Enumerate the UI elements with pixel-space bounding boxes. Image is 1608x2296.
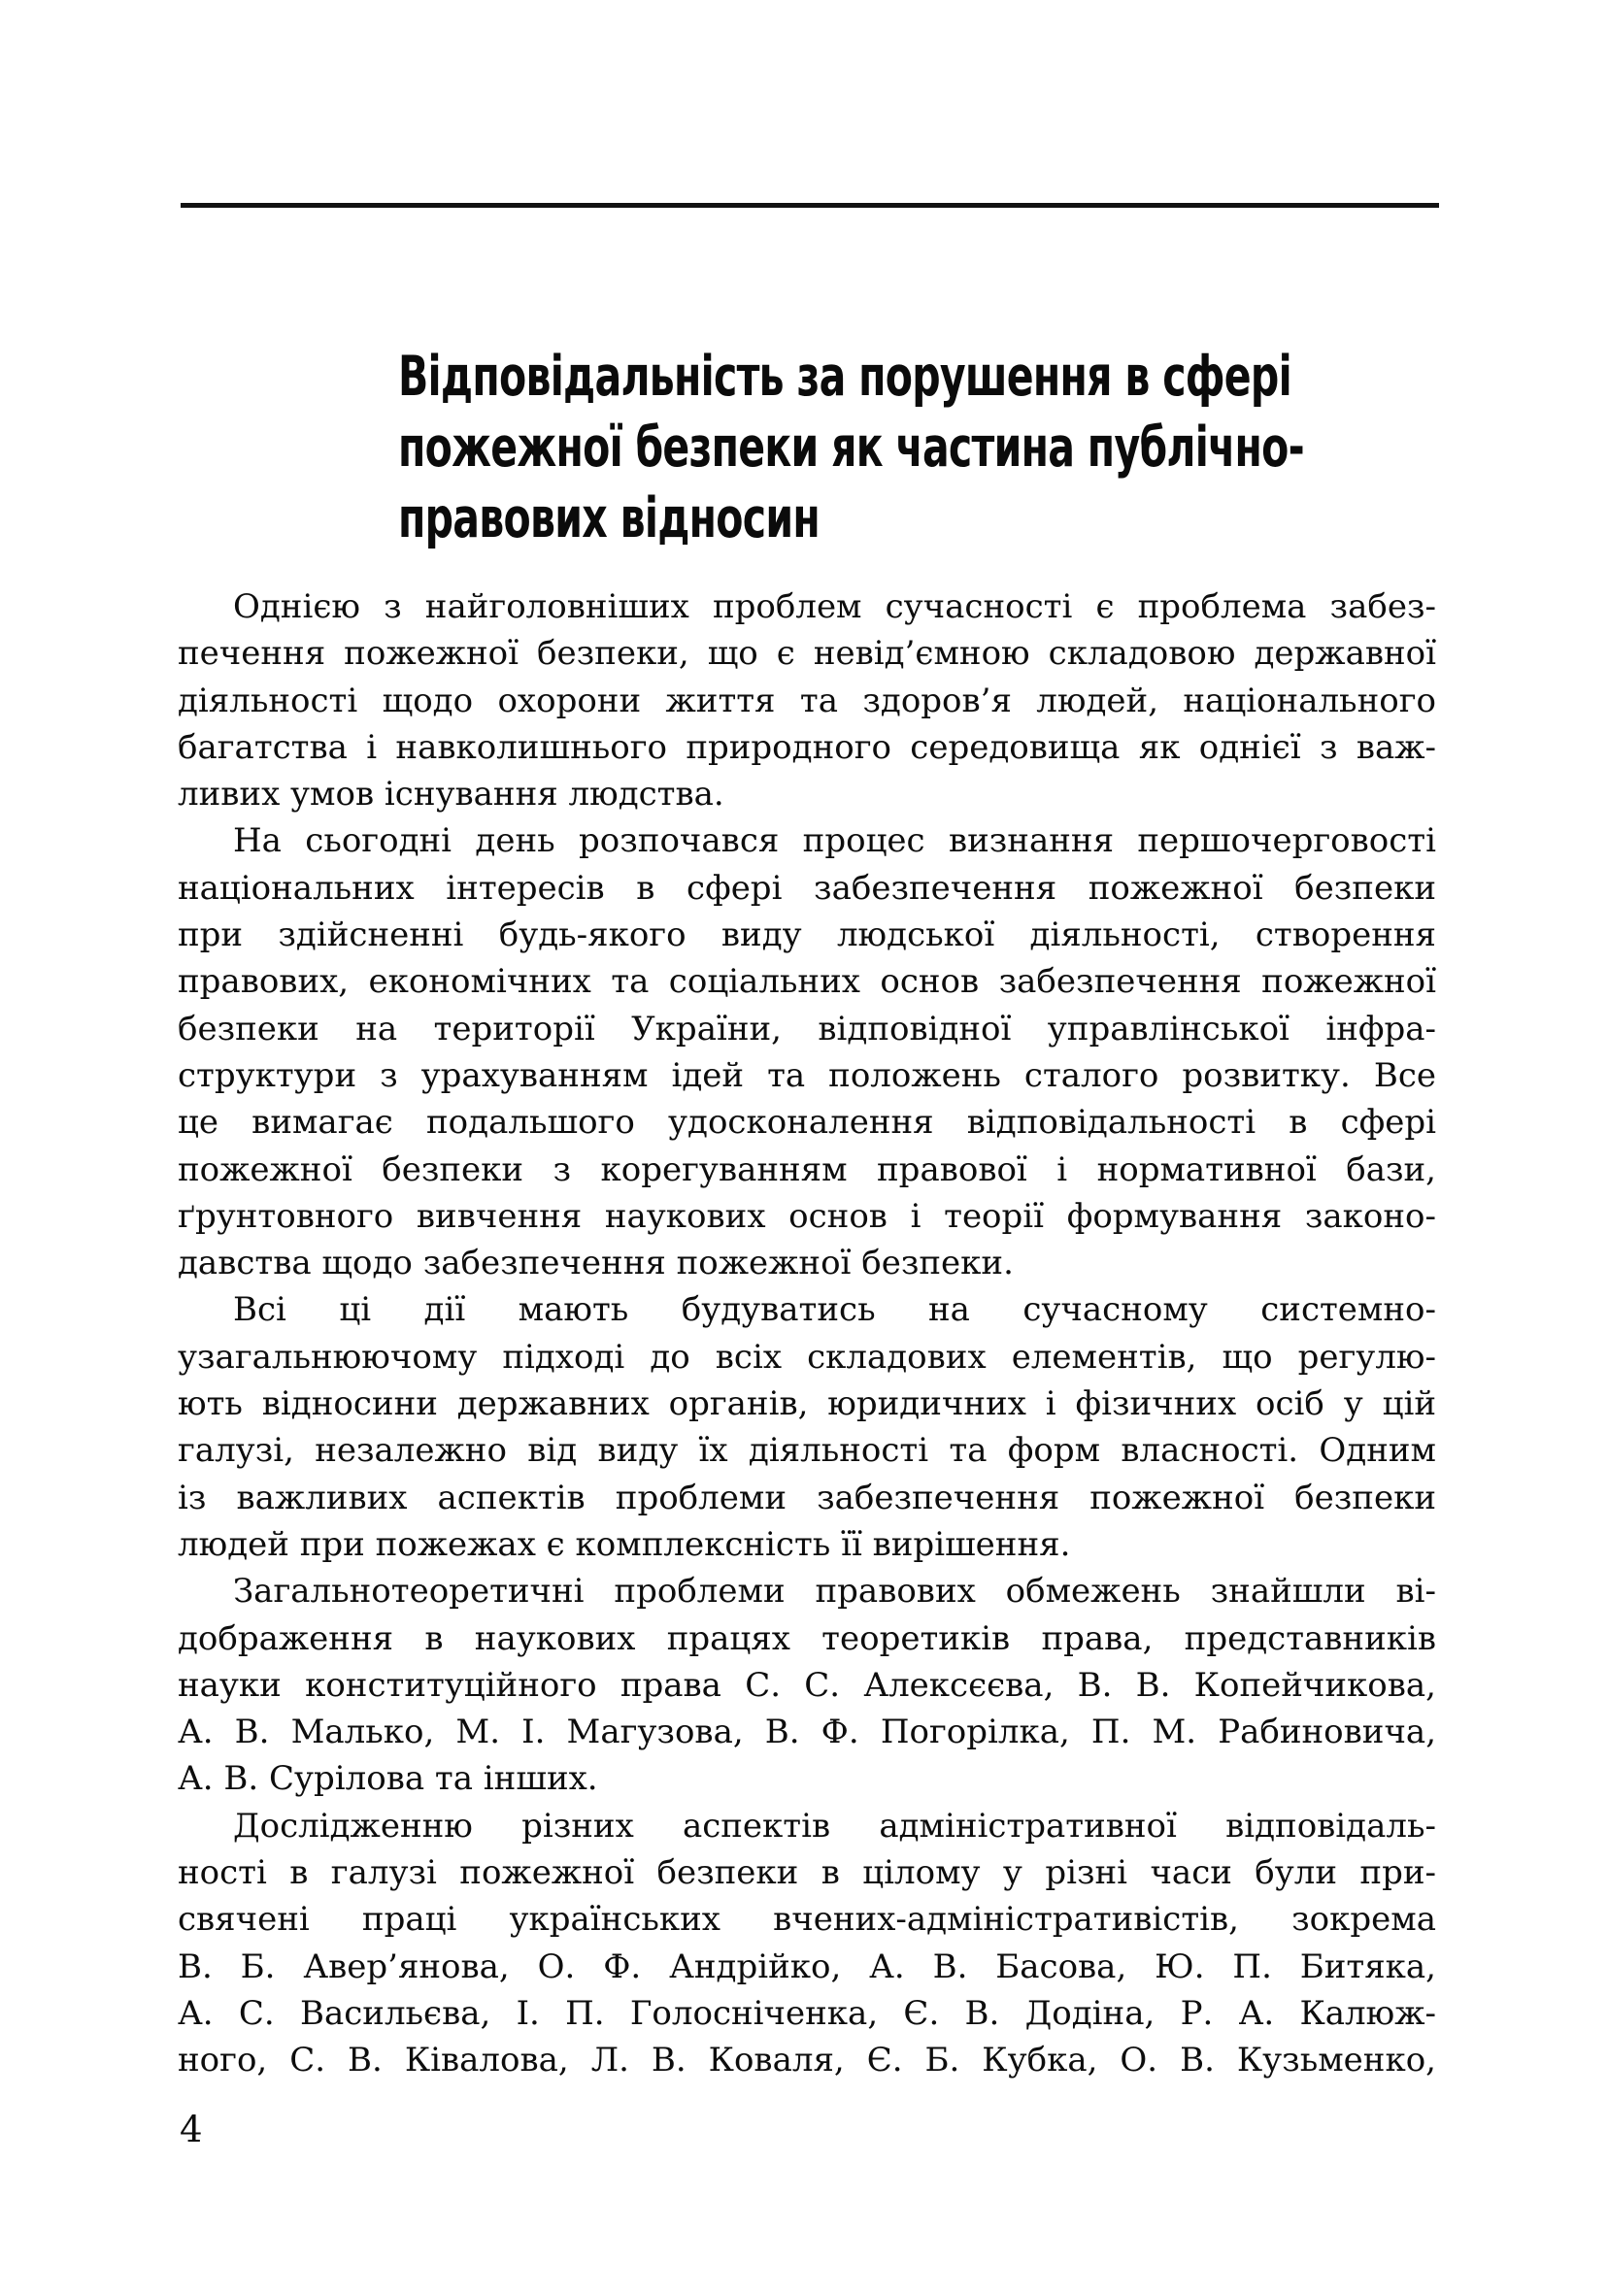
chapter-title-line-1: Відповідальність за порушення в сфері xyxy=(398,345,1291,409)
text-line: А. В. Малько, М. І. Магузова, В. Ф. Погорілка, П. М. Рабиновича, xyxy=(178,1713,1436,1752)
text-line: На сьогодні день розпочався процес визнання першочерговості xyxy=(233,821,1436,861)
text-line: безпеки на території України, відповідної управлінської інфра- xyxy=(178,1009,1436,1048)
text-line: ності в галузі пожежної безпеки в цілому у різні часи були при- xyxy=(178,1853,1436,1893)
text-line: А. С. Васильєва, І. П. Голосніченка, Є. В. Додіна, Р. А. Калюж- xyxy=(178,1993,1436,2033)
text-line: А. В. Сурілова та інших. xyxy=(178,1759,598,1799)
text-line: дображення в наукових працях теоретиків права, представників xyxy=(178,1618,1436,1658)
text-line: структури з урахуванням ідей та положень сталого розвитку. Все xyxy=(178,1055,1436,1095)
chapter-title-line-2: пожежної безпеки як частина публічно- xyxy=(398,416,1304,480)
header-rule xyxy=(181,203,1439,208)
text-line: діяльності щодо охорони життя та здоров’я людей, національного xyxy=(178,681,1436,720)
text-line: галузі, незалежно від виду їх діяльності та форм власності. Одним xyxy=(178,1431,1436,1471)
text-line: людей при пожежах є комплексність її вирішення. xyxy=(178,1524,1071,1564)
text-line: печення пожежної безпеки, що є невід’ємною складовою державної xyxy=(178,634,1436,674)
text-line: при здійсненні будь-якого виду людської діяльності, створення xyxy=(178,915,1436,955)
text-line: В. Б. Авер’янова, О. Ф. Андрійко, А. В. Басова, Ю. П. Битяка, xyxy=(178,1947,1436,1986)
text-line: правових, економічних та соціальних основ забезпечення пожежної xyxy=(178,962,1436,1002)
chapter-title-line-3: правових відносин xyxy=(398,486,821,550)
text-line: ного, С. В. Ківалова, Л. В. Коваля, Є. Б. Кубка, О. В. Кузьменко, xyxy=(178,2041,1436,2080)
text-line: із важливих аспектів проблеми забезпечення пожежної безпеки xyxy=(178,1478,1436,1517)
text-line: ливих умов існування людства. xyxy=(178,775,724,815)
text-line: Всі ці дії мають будуватись на сучасному системно- xyxy=(233,1290,1436,1330)
text-line: Загальнотеоретичні проблеми правових обмежень знайшли ві- xyxy=(233,1572,1436,1612)
text-line: це вимагає подальшого удосконалення відповідальності в сфері xyxy=(178,1103,1436,1143)
chapter-title xyxy=(398,342,1466,554)
text-line: національних інтересів в сфері забезпечення пожежної безпеки xyxy=(178,868,1436,908)
text-line: Дослідженню різних аспектів адміністративної відповідаль- xyxy=(233,1806,1436,1846)
text-line: пожежної безпеки з корегуванням правової і нормативної бази, xyxy=(178,1149,1436,1189)
text-line: багатства і навколишнього природного середовища як однієї з важ- xyxy=(178,727,1436,767)
body-text xyxy=(178,583,1436,2084)
text-line: давства щодо забезпечення пожежної безпеки. xyxy=(178,1244,1014,1283)
text-line: узагальнюючому підході до всіх складових елементів, що регулю- xyxy=(178,1337,1436,1377)
text-line: свячені праці українських вчених-адміністративістів, зокрема xyxy=(178,1900,1436,1940)
text-line: Однією з найголовніших проблем сучасності є проблема забез- xyxy=(233,587,1436,626)
page-number: 4 xyxy=(180,2109,203,2150)
text-line: ґрунтовного вивчення наукових основ і теорії формування законо- xyxy=(178,1196,1436,1236)
text-line: науки конституційного права С. С. Алексєєва, В. В. Копейчикова, xyxy=(178,1665,1436,1705)
text-line: ють відносини державних органів, юридичних і фізичних осіб у цій xyxy=(178,1384,1436,1424)
